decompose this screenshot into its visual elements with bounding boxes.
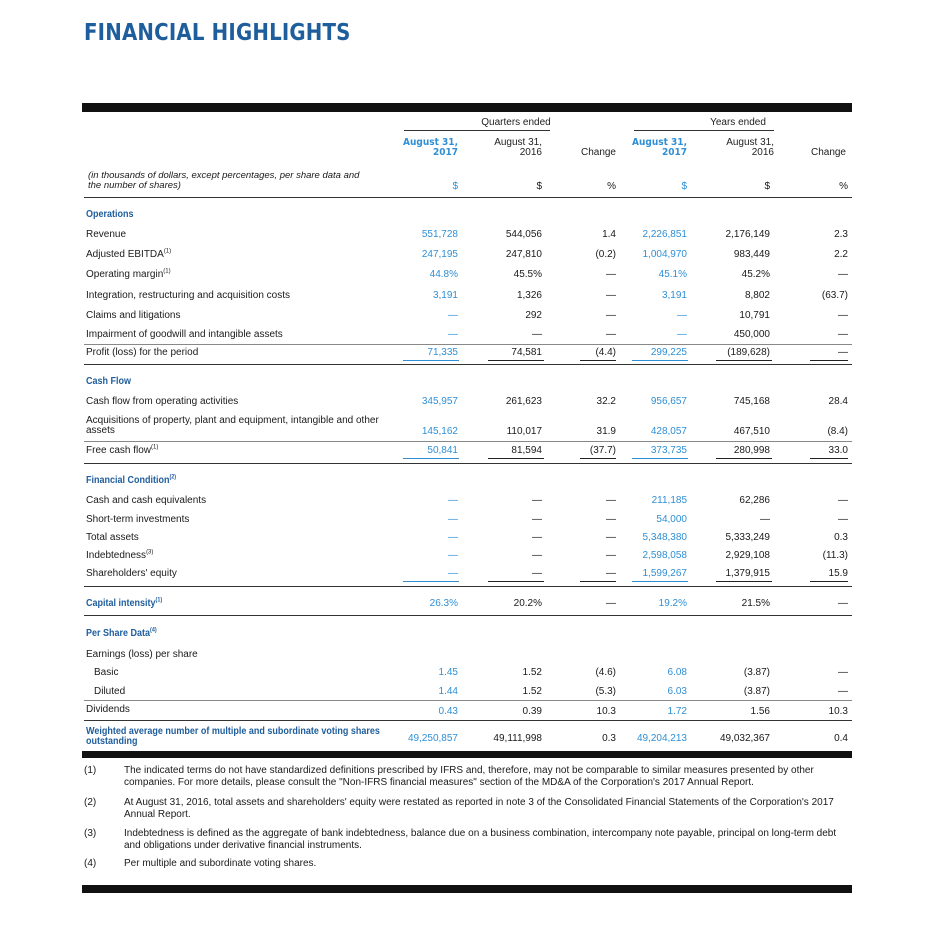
footnote-ref: (4) xyxy=(150,627,157,634)
col4-header-line1: August 31, xyxy=(632,137,687,148)
table-cell: — xyxy=(606,532,616,543)
table-cell: (0.2) xyxy=(595,249,616,260)
table-cell: — xyxy=(606,290,616,301)
table-cell: — xyxy=(532,495,542,506)
table-cell: — xyxy=(606,310,616,321)
table-cell: — xyxy=(532,532,542,543)
table-cell: 551,728 xyxy=(421,229,458,240)
row-label-basic: Basic xyxy=(94,667,119,678)
col6-header: Change xyxy=(810,147,846,158)
label-text: Adjusted EBITDA xyxy=(86,249,164,260)
table-cell: (63.7) xyxy=(821,290,848,301)
row-label-free-cash-flow xyxy=(86,445,158,456)
table-cell: — xyxy=(677,329,687,340)
unit-col2: $ xyxy=(536,181,542,192)
table-cell: 110,017 xyxy=(506,426,542,437)
units-note-line1: (in thousands of dollars, except percentages, per share data and xyxy=(88,170,360,181)
underline xyxy=(403,458,459,459)
section-per-share xyxy=(86,628,157,639)
table-cell: 745,168 xyxy=(733,396,770,407)
row-rule xyxy=(84,700,852,701)
col4-header-line2: 2017 xyxy=(661,147,687,158)
table-cell: (37.7) xyxy=(589,445,616,456)
table-cell: 2,176,149 xyxy=(725,229,770,240)
footnote-ref: (2) xyxy=(169,474,177,481)
underline xyxy=(716,458,772,459)
table-cell: 261,623 xyxy=(505,396,542,407)
table-cell: 1,004,970 xyxy=(642,249,687,260)
table-cell: 2,598,058 xyxy=(642,550,687,561)
underline xyxy=(632,458,688,459)
section-text: Per Share Data xyxy=(86,628,151,639)
table-cell: 956,657 xyxy=(650,396,687,407)
section-rule xyxy=(84,720,852,721)
table-cell: 44.8% xyxy=(429,269,458,280)
table-cell: 2.2 xyxy=(834,249,848,260)
table-cell: — xyxy=(838,347,848,358)
quarters-ended-header: Quarters ended xyxy=(481,117,551,128)
table-cell: 8,802 xyxy=(744,290,770,301)
row-label-adjusted-ebitda xyxy=(86,249,171,260)
table-cell: 19.2% xyxy=(658,598,687,609)
table-cell: — xyxy=(838,667,848,678)
label-line2: outstanding xyxy=(86,736,138,747)
table-cell: — xyxy=(606,598,616,609)
row-label-dividends: Dividends xyxy=(86,704,130,715)
col5-header xyxy=(712,138,774,158)
table-cell: 0.39 xyxy=(522,706,542,717)
footnote-ref: (1) xyxy=(151,444,159,451)
table-cell: (3.87) xyxy=(743,686,770,697)
label-text: Capital intensity xyxy=(86,598,156,609)
footnote-text: The indicated terms do not have standardized definitions prescribed by IFRS and, therefore, may not be comparable to similar measures presented by other companies. For more details, please consult the "Non-IFRS financial measures" section of the MD&A of the Corporation's 2017 Annual Report. xyxy=(124,765,814,788)
footnote-text: Indebtedness is defined as the aggregate of bank indebtedness, balance due on a business combination, intercompany note payable, principal on long-term debt and obligations under derivative financial instruments. xyxy=(124,828,837,851)
row-label-acquisitions: Acquisitions of property, plant and equipment, intangible and other assets xyxy=(86,415,379,436)
table-cell: — xyxy=(448,514,458,525)
table-cell: 2,226,851 xyxy=(642,229,687,240)
table-cell: (11.3) xyxy=(822,550,848,561)
row-label-operating-margin xyxy=(86,269,171,280)
table-cell: 5,333,249 xyxy=(725,532,770,543)
table-cell: — xyxy=(448,568,458,579)
unit-col6: % xyxy=(839,181,848,192)
table-cell: 0.3 xyxy=(602,733,616,744)
label-text: Free cash flow xyxy=(86,445,152,456)
table-cell: 71,335 xyxy=(427,347,458,358)
table-cell: 54,000 xyxy=(656,514,687,525)
table-cell: 1.56 xyxy=(750,706,770,717)
row-label-capital-intensity xyxy=(86,598,162,609)
section-text: Financial Condition xyxy=(86,475,170,486)
row-label-diluted: Diluted xyxy=(94,686,126,697)
table-cell: 1.72 xyxy=(667,706,687,717)
table-cell: 0.4 xyxy=(834,733,848,744)
table-cell: — xyxy=(838,514,848,525)
table-cell: (5.3) xyxy=(595,686,616,697)
table-cell: 1,379,915 xyxy=(725,568,770,579)
col5-header-line2: 2016 xyxy=(751,147,774,158)
section-rule xyxy=(84,615,852,616)
table-cell: 31.9 xyxy=(596,426,616,437)
quarters-rule xyxy=(404,130,550,131)
col1-header-line1: August 31, xyxy=(403,137,458,148)
table-cell: 21.5% xyxy=(741,598,770,609)
table-cell: 28.4 xyxy=(828,396,848,407)
header-bottom-rule xyxy=(84,197,852,198)
section-financial-condition xyxy=(86,475,176,486)
table-cell: 1.4 xyxy=(602,229,616,240)
table-cell: 6.08 xyxy=(667,667,687,678)
section-rule xyxy=(84,364,852,365)
table-cell: (4.6) xyxy=(595,667,616,678)
table-cell: 81,594 xyxy=(511,445,542,456)
table-cell: — xyxy=(448,495,458,506)
table-cell: (3.87) xyxy=(743,667,770,678)
table-cell: — xyxy=(606,495,616,506)
underline xyxy=(488,458,544,459)
row-label-indebtedness xyxy=(86,550,153,561)
table-cell: — xyxy=(838,495,848,506)
footnote-number: (3) xyxy=(84,828,97,839)
table-cell: — xyxy=(448,532,458,543)
underline xyxy=(810,458,848,459)
table-cell: 49,250,857 xyxy=(407,733,458,744)
table-cell: — xyxy=(606,329,616,340)
row-label-revenue: Revenue xyxy=(86,229,127,240)
table-cell: — xyxy=(448,329,458,340)
table-cell: — xyxy=(760,514,770,525)
footnote-number: (1) xyxy=(84,765,97,776)
table-cell: — xyxy=(677,310,687,321)
table-cell: 247,195 xyxy=(421,249,458,260)
underline xyxy=(488,581,544,582)
col1-header-line2: 2017 xyxy=(432,147,458,158)
label-line1: Weighted average number of multiple and subordinate voting shares xyxy=(86,726,380,737)
footnote-number: (2) xyxy=(84,797,97,808)
table-cell: 49,204,213 xyxy=(636,733,687,744)
page-title: FINANCIAL HIGHLIGHTS xyxy=(84,20,351,46)
table-bottom-rule xyxy=(82,751,852,758)
row-label-cash: Cash and cash equivalents xyxy=(86,495,207,506)
col2-header-line1: August 31, xyxy=(494,137,542,148)
table-cell: 10.3 xyxy=(596,706,616,717)
table-cell: 345,957 xyxy=(421,396,458,407)
table-cell: 1.52 xyxy=(522,667,542,678)
table-cell: 2.3 xyxy=(834,229,848,240)
table-cell: — xyxy=(532,568,542,579)
row-label-integration: Integration, restructuring and acquisition costs xyxy=(86,290,290,301)
row-label-equity: Shareholders' equity xyxy=(86,568,177,579)
row-label-profit: Profit (loss) for the period xyxy=(86,347,199,358)
col1-header xyxy=(400,138,458,158)
table-cell: 2,929,108 xyxy=(725,550,770,561)
table-cell: 428,057 xyxy=(650,426,687,437)
row-label-claims: Claims and litigations xyxy=(86,310,181,321)
section-operations: Operations xyxy=(86,209,134,220)
table-cell: — xyxy=(606,550,616,561)
underline xyxy=(716,360,772,361)
unit-col4: $ xyxy=(681,181,687,192)
table-cell: 211,185 xyxy=(651,495,687,506)
table-cell: 292 xyxy=(525,310,542,321)
table-cell: 3,191 xyxy=(661,290,687,301)
col3-header: Change xyxy=(580,147,616,158)
footnote-ref: (1) xyxy=(163,248,172,255)
section-rule xyxy=(84,463,852,464)
footnote-ref: (1) xyxy=(155,597,163,604)
footnote-text: Per multiple and subordinate voting shares. xyxy=(124,858,317,869)
col2-header-line2: 2016 xyxy=(519,147,542,158)
table-cell: 3,191 xyxy=(432,290,458,301)
table-cell: 62,286 xyxy=(739,495,770,506)
underline xyxy=(716,581,772,582)
table-cell: 6.03 xyxy=(667,686,687,697)
table-cell: — xyxy=(532,550,542,561)
page-bottom-rule xyxy=(82,885,852,893)
table-cell: 299,225 xyxy=(650,347,687,358)
unit-col3: % xyxy=(607,181,616,192)
table-cell: 544,056 xyxy=(505,229,542,240)
table-cell: 1,599,267 xyxy=(642,568,687,579)
table-cell: 0.43 xyxy=(438,706,458,717)
unit-col5: $ xyxy=(764,181,770,192)
table-cell: — xyxy=(606,514,616,525)
table-cell: 280,998 xyxy=(733,445,770,456)
table-cell: 983,449 xyxy=(733,249,770,260)
col2-header xyxy=(484,138,542,158)
table-cell: — xyxy=(838,329,848,340)
table-cell: 49,111,998 xyxy=(493,733,542,744)
table-cell: 45.2% xyxy=(741,269,770,280)
years-ended-header: Years ended xyxy=(710,117,766,128)
table-cell: (8.4) xyxy=(827,426,848,437)
section-rule xyxy=(84,586,852,587)
row-label-earnings: Earnings (loss) per share xyxy=(86,649,198,660)
unit-col1: $ xyxy=(452,181,458,192)
row-label-weighted-average xyxy=(86,727,392,747)
table-cell: — xyxy=(532,329,542,340)
row-label-total-assets: Total assets xyxy=(86,532,139,543)
table-cell: 45.1% xyxy=(658,269,687,280)
units-note xyxy=(88,171,408,191)
table-cell: (189,628) xyxy=(727,347,770,358)
table-cell: 50,841 xyxy=(427,445,458,456)
table-cell: 5,348,380 xyxy=(642,532,687,543)
underline xyxy=(580,581,616,582)
col4-header xyxy=(628,138,687,158)
table-cell: 1.44 xyxy=(438,686,458,697)
footnote-ref: (1) xyxy=(163,268,171,275)
table-cell: — xyxy=(448,310,458,321)
table-cell: 145,162 xyxy=(421,426,458,437)
table-cell: — xyxy=(448,550,458,561)
row-rule xyxy=(84,441,852,442)
table-cell: — xyxy=(532,514,542,525)
table-cell: 74,581 xyxy=(511,347,542,358)
table-cell: 15.9 xyxy=(828,568,848,579)
table-cell: — xyxy=(606,269,616,280)
underline xyxy=(403,360,459,361)
table-cell: 32.2 xyxy=(596,396,616,407)
table-cell: — xyxy=(838,310,848,321)
table-cell: 1,326 xyxy=(516,290,542,301)
table-cell: 45.5% xyxy=(513,269,542,280)
row-rule xyxy=(84,344,852,345)
table-cell: 0.3 xyxy=(834,532,848,543)
table-cell: 373,735 xyxy=(650,445,687,456)
label-text: Operating margin xyxy=(86,269,164,280)
table-cell: 33.0 xyxy=(828,445,848,456)
footnote-number: (4) xyxy=(84,858,97,869)
row-label-impairment: Impairment of goodwill and intangible assets xyxy=(86,329,283,340)
table-cell: 10.3 xyxy=(828,706,848,717)
top-rule xyxy=(82,103,852,112)
footnote-text: At August 31, 2016, total assets and shareholders' equity were restated as reported in note 3 of the Consolidated Financial Statements of the Corporation's 2017 Annual Report. xyxy=(124,797,834,820)
table-cell: 450,000 xyxy=(733,329,770,340)
underline xyxy=(632,360,688,361)
table-cell: — xyxy=(838,686,848,697)
table-cell: (4.4) xyxy=(595,347,616,358)
underline xyxy=(403,581,459,582)
underline xyxy=(580,458,616,459)
table-cell: 26.3% xyxy=(429,598,458,609)
underline xyxy=(632,581,688,582)
section-cash-flow: Cash Flow xyxy=(86,376,132,387)
table-cell: — xyxy=(838,598,848,609)
table-cell: — xyxy=(838,269,848,280)
table-cell: 1.52 xyxy=(522,686,542,697)
table-cell: 467,510 xyxy=(733,426,770,437)
underline xyxy=(810,581,848,582)
col5-header-line1: August 31, xyxy=(726,137,774,148)
years-rule xyxy=(634,130,774,131)
footnote-ref: (3) xyxy=(146,549,154,556)
table-cell: 247,810 xyxy=(505,249,542,260)
units-note-line2: the number of shares) xyxy=(88,180,181,191)
table-cell: — xyxy=(606,568,616,579)
table-cell: 20.2% xyxy=(513,598,542,609)
underline xyxy=(580,360,616,361)
table-cell: 1.45 xyxy=(438,667,458,678)
table-cell: 49,032,367 xyxy=(719,733,770,744)
label-text: Indebtedness xyxy=(86,550,147,561)
table-cell: 10,791 xyxy=(739,310,770,321)
underline xyxy=(488,360,544,361)
row-label-cash-flow-ops: Cash flow from operating activities xyxy=(86,396,239,407)
underline xyxy=(810,360,848,361)
row-label-short-term: Short-term investments xyxy=(86,514,190,525)
